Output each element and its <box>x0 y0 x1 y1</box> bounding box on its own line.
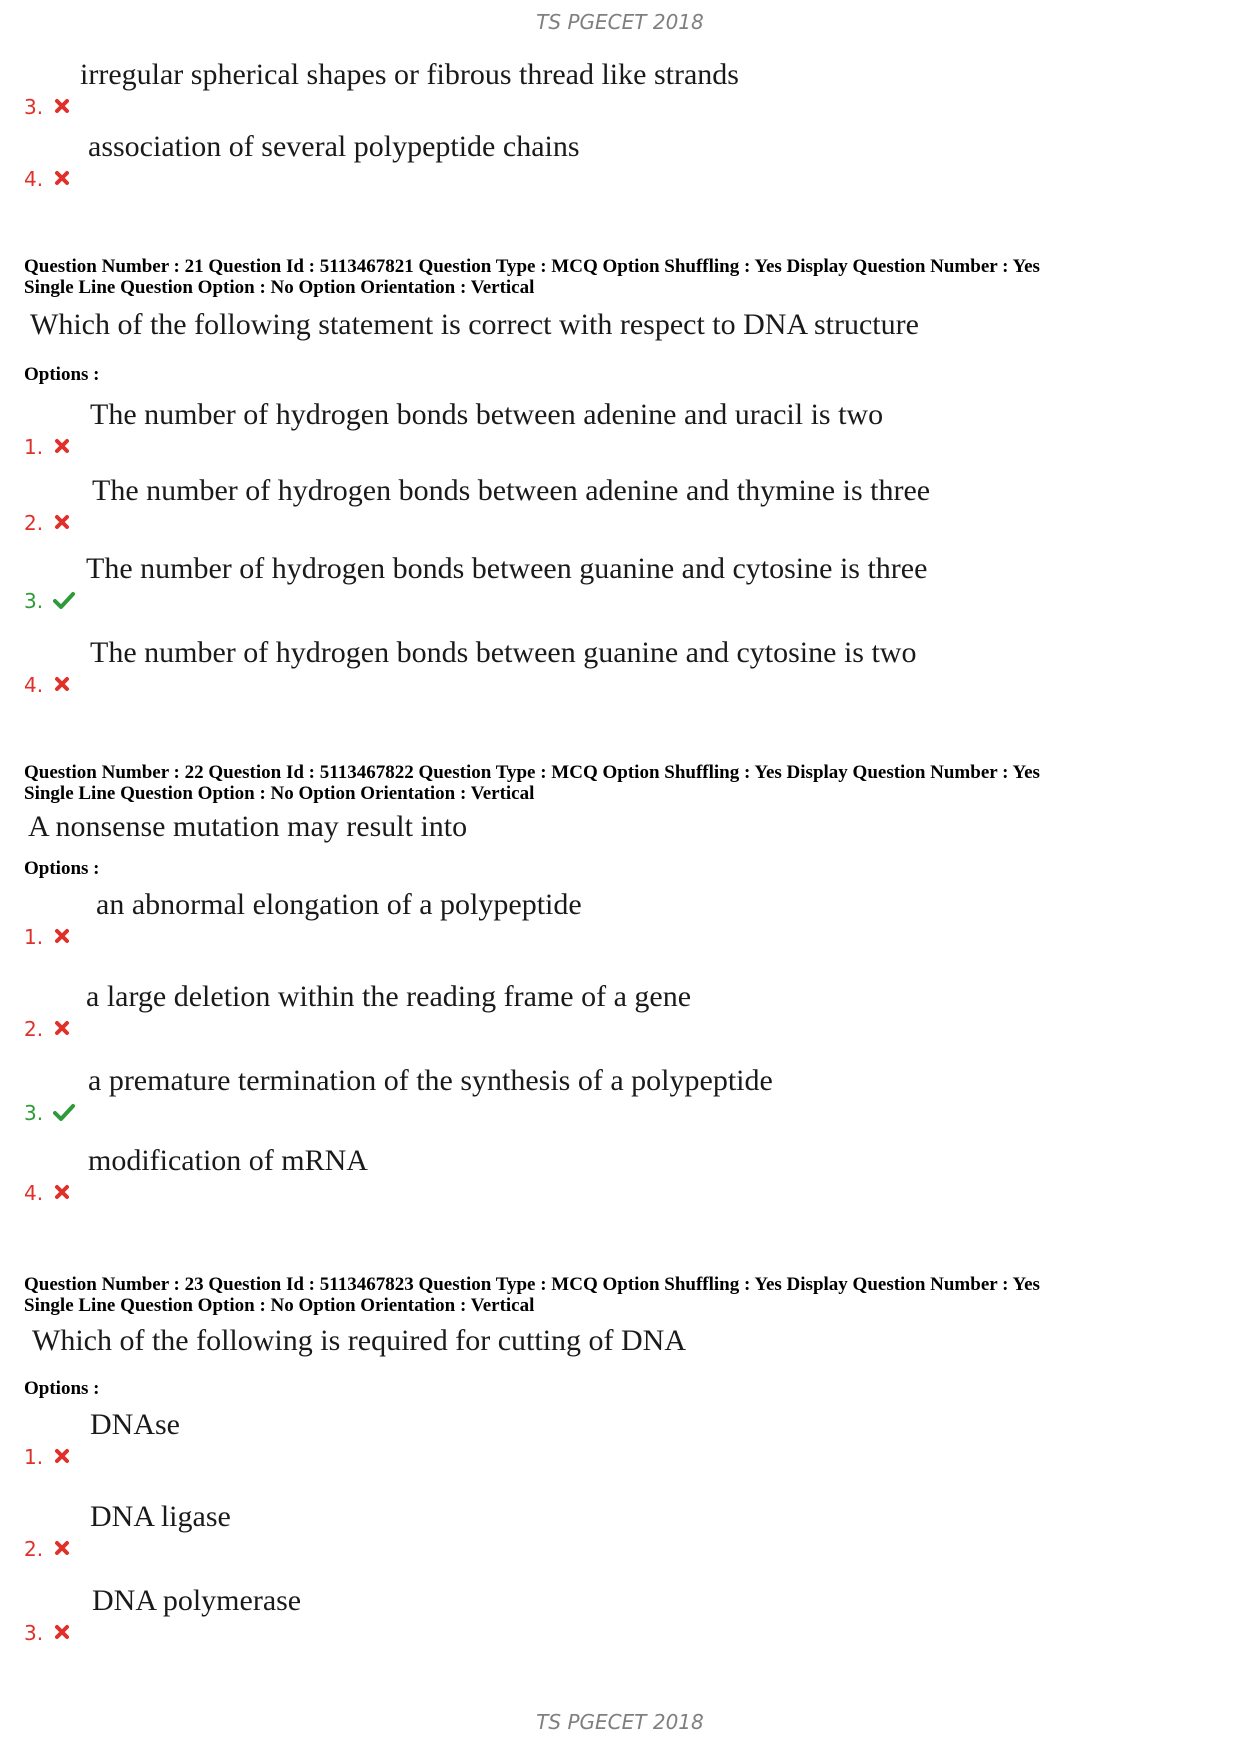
option-number: 1. <box>24 1445 44 1469</box>
option-number: 3. <box>24 589 44 613</box>
option-number: 2. <box>24 511 44 535</box>
option-text: irregular spherical shapes or fibrous thread like strands <box>80 58 739 91</box>
cross-icon <box>52 96 72 116</box>
cross-icon <box>52 512 72 532</box>
question-meta-line1: Question Number : 23 Question Id : 5113467823 Question Type : MCQ Option Shuffling : Yes Display Question Number : Yes <box>24 1274 1040 1295</box>
option-row <box>24 980 1124 1040</box>
question-meta-line2: Single Line Question Option : No Option Orientation : Vertical <box>24 783 535 804</box>
option-text: DNA ligase <box>90 1500 231 1533</box>
option-row <box>24 636 1124 696</box>
options-label: Options : <box>24 364 100 385</box>
option-number: 4. <box>24 1181 44 1205</box>
cross-icon <box>52 1538 72 1558</box>
option-text: DNA polymerase <box>92 1584 302 1617</box>
option-number: 3. <box>24 1621 44 1645</box>
option-text: association of several polypeptide chains <box>88 130 580 163</box>
option-row <box>24 1144 1124 1204</box>
option-number: 1. <box>24 925 44 949</box>
cross-icon <box>52 674 72 694</box>
option-number: 3. <box>24 95 44 119</box>
options-label: Options : <box>24 858 100 879</box>
cross-icon <box>52 926 72 946</box>
question-meta-line2: Single Line Question Option : No Option Orientation : Vertical <box>24 277 535 298</box>
option-row <box>24 1064 1124 1124</box>
option-row <box>24 130 1024 190</box>
option-text: a large deletion within the reading frame of a gene <box>86 980 692 1013</box>
option-text: an abnormal elongation of a polypeptide <box>96 888 582 921</box>
cross-icon <box>52 1018 72 1038</box>
option-number: 2. <box>24 1017 44 1041</box>
option-text: The number of hydrogen bonds between guanine and cytosine is three <box>86 552 928 585</box>
option-text: a premature termination of the synthesis of a polypeptide <box>88 1064 773 1097</box>
cross-icon <box>52 1182 72 1202</box>
options-label: Options : <box>24 1378 100 1399</box>
option-text: The number of hydrogen bonds between guanine and cytosine is two <box>90 636 917 669</box>
option-text: The number of hydrogen bonds between adenine and thymine is three <box>92 474 931 507</box>
option-row <box>24 1584 1124 1644</box>
cross-icon <box>52 436 72 456</box>
option-text: modification of mRNA <box>88 1144 368 1177</box>
option-row <box>24 398 1124 458</box>
cross-icon <box>52 1446 72 1466</box>
question-meta-line1: Question Number : 22 Question Id : 5113467822 Question Type : MCQ Option Shuffling : Yes Display Question Number : Yes <box>24 762 1040 783</box>
question-meta-line2: Single Line Question Option : No Option Orientation : Vertical <box>24 1295 535 1316</box>
option-text: DNAse <box>90 1408 180 1441</box>
question-text: Which of the following is required for cutting of DNA <box>32 1324 687 1357</box>
option-text: The number of hydrogen bonds between adenine and uracil is two <box>90 398 884 431</box>
option-number: 3. <box>24 1101 44 1125</box>
question-text: Which of the following statement is correct with respect to DNA structure <box>30 308 919 341</box>
option-row <box>24 888 1124 948</box>
option-number: 2. <box>24 1537 44 1561</box>
question-text: A nonsense mutation may result into <box>28 810 468 843</box>
checkmark-icon <box>52 590 76 610</box>
cross-icon <box>52 1622 72 1642</box>
question-meta <box>24 762 1224 804</box>
option-number: 4. <box>24 167 44 191</box>
page-footer: TS PGECET 2018 <box>536 1710 704 1734</box>
option-number: 1. <box>24 435 44 459</box>
question-meta <box>24 1274 1224 1316</box>
option-row <box>24 552 1124 612</box>
option-row <box>24 58 1024 118</box>
cross-icon <box>52 168 72 188</box>
option-row <box>24 1500 1124 1560</box>
option-number: 4. <box>24 673 44 697</box>
checkmark-icon <box>52 1102 76 1122</box>
page-header: TS PGECET 2018 <box>536 10 704 34</box>
option-row <box>24 1408 1124 1468</box>
question-meta <box>24 256 1224 298</box>
option-row <box>24 474 1124 534</box>
question-meta-line1: Question Number : 21 Question Id : 5113467821 Question Type : MCQ Option Shuffling : Yes Display Question Number : Yes <box>24 256 1040 277</box>
